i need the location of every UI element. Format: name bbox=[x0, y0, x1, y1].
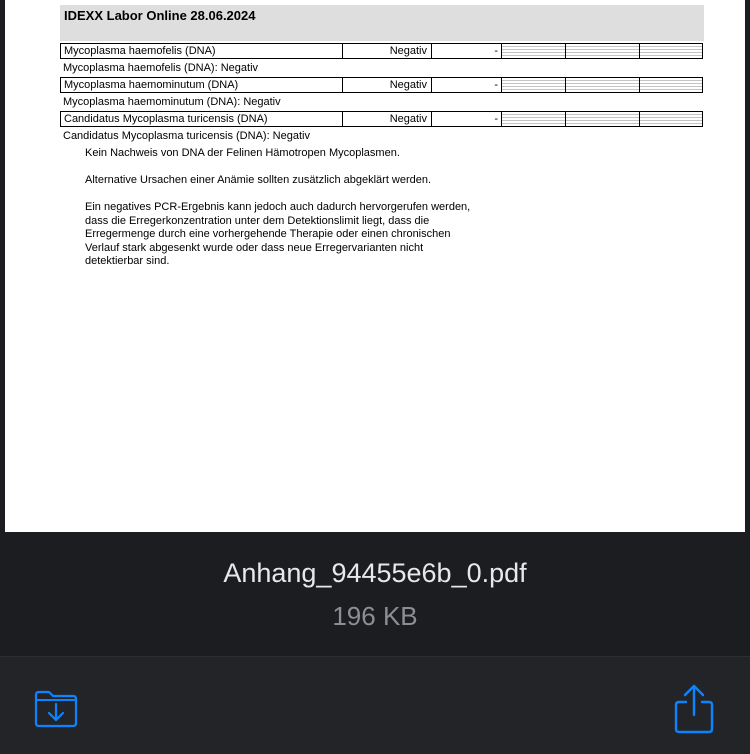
test-result: Negativ bbox=[343, 78, 432, 92]
test-reference: - bbox=[432, 112, 502, 126]
graph-cell bbox=[640, 112, 702, 126]
graph-cell bbox=[502, 78, 566, 92]
graph-cell bbox=[640, 44, 702, 58]
comment-line: Verlauf stark abgesenkt wurde oder dass neue Erregervarianten nicht bbox=[85, 241, 424, 254]
comment-line: Ein negatives PCR-Ergebnis kann jedoch auch dadurch hervorgerufen werden, bbox=[85, 201, 471, 213]
result-summary: Candidatus Mycoplasma turicensis (DNA): Negativ bbox=[63, 130, 310, 142]
test-name: Candidatus Mycoplasma turicensis (DNA) bbox=[61, 112, 343, 126]
comment-line: Alternative Ursachen einer Anämie sollten zusätzlich abgeklärt werden. bbox=[85, 174, 432, 186]
pdf-page[interactable] bbox=[5, 0, 745, 532]
graph-cell bbox=[502, 44, 566, 58]
file-name: Anhang_94455e6b_0.pdf bbox=[223, 558, 527, 588]
test-name: Mycoplasma haemominutum (DNA) bbox=[61, 78, 343, 92]
graph-cell bbox=[566, 44, 640, 58]
share-icon bbox=[672, 683, 716, 735]
comment-line: Erregermenge durch eine vorhergehende Therapie oder einen chronischen bbox=[85, 228, 451, 240]
document-header bbox=[60, 5, 704, 41]
document-title: IDEXX Labor Online 28.06.2024 bbox=[64, 8, 256, 23]
result-summary: Mycoplasma haemominutum (DNA): Negativ bbox=[63, 96, 281, 108]
share-button[interactable] bbox=[672, 683, 716, 735]
comment-line: detektierbar sind. bbox=[85, 255, 170, 267]
result-row bbox=[60, 111, 703, 127]
graph-cell bbox=[502, 112, 566, 126]
save-to-files-button[interactable] bbox=[33, 689, 81, 729]
file-info-bar bbox=[0, 533, 750, 656]
file-size: 196 KB bbox=[332, 601, 418, 631]
graph-cell bbox=[566, 78, 640, 92]
test-result: Negativ bbox=[343, 112, 432, 126]
save-to-files-icon bbox=[33, 689, 81, 729]
comment-line: Kein Nachweis von DNA der Felinen Hämotropen Mycoplasmen. bbox=[85, 147, 400, 159]
bottom-toolbar bbox=[0, 656, 750, 754]
comment-line: dass die Erregerkonzentration unter dem Detektionslimit liegt, dass die bbox=[85, 214, 430, 227]
result-summary: Mycoplasma haemofelis (DNA): Negativ bbox=[63, 62, 259, 74]
test-reference: - bbox=[432, 78, 502, 92]
graph-cell bbox=[566, 112, 640, 126]
graph-cell bbox=[640, 78, 702, 92]
result-row bbox=[60, 43, 703, 59]
test-reference: - bbox=[432, 44, 502, 58]
test-result: Negativ bbox=[343, 44, 432, 58]
result-row bbox=[60, 77, 703, 93]
test-name: Mycoplasma haemofelis (DNA) bbox=[61, 44, 343, 58]
